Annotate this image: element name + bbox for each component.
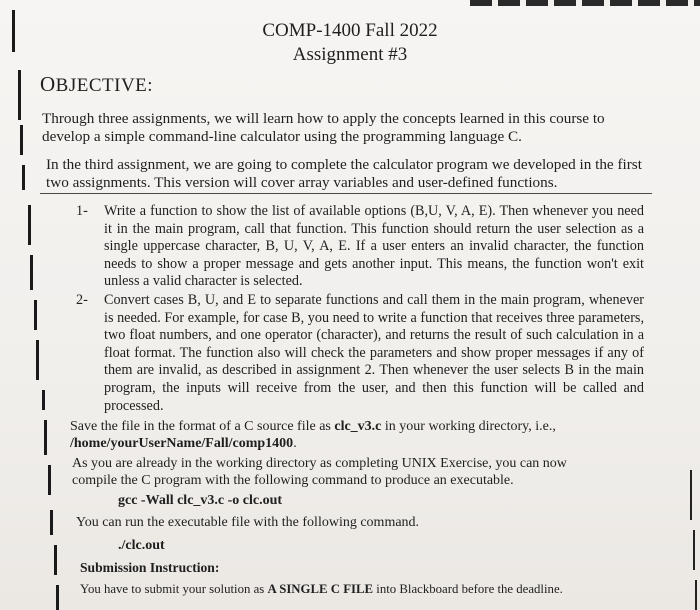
save-prefix: Save the file in the format of a C source file as xyxy=(70,419,335,434)
compile-line-2: compile the C program with the following command to produce an executable. xyxy=(72,473,514,488)
page-edge-marks xyxy=(470,0,700,6)
save-middle: in your working directory, i.e., xyxy=(381,419,556,434)
submission-prefix: You have to submit your solution as xyxy=(80,582,268,596)
compile-line-1: As you are already in the working directory as completing UNIX Exercise, you can now xyxy=(72,456,567,471)
third-line-2: two assignments. This version will cover array variables and user-defined functions. xyxy=(46,174,558,191)
third-assignment-paragraph xyxy=(46,156,656,192)
submission-suffix: into Blackboard before the deadline. xyxy=(373,582,563,596)
third-line-1: In the third assignment, we are going to complete the calculator program we developed in the first xyxy=(46,156,642,173)
task-number-2: 2- xyxy=(76,292,88,308)
save-suffix: . xyxy=(293,436,297,451)
task-text-1: Write a function to show the list of available options (B,U, V, A, E). Then whenever you need it in the main program, call that function. This function should return the user selection as a single uppercase character, B, U, V, A, E. If a user enters an invalid character, the function needs to show a proper message and gets another input. This means, the function won't exit unless a valid character is selected. xyxy=(104,203,644,290)
run-command: ./clc.out xyxy=(118,538,165,553)
assignment-title: Assignment #3 xyxy=(292,44,408,65)
objective-heading xyxy=(40,72,153,97)
intro-line-2: develop a simple command-line calculator using the programming language C. xyxy=(42,128,522,145)
submission-heading: Submission Instruction: xyxy=(80,560,220,575)
course-title: COMP-1400 Fall 2022 xyxy=(262,20,438,41)
submission-bold: A SINGLE C FILE xyxy=(267,582,374,596)
compile-instruction xyxy=(72,455,632,489)
task-text-2: Convert cases B, U, and E to separate functions and call them in the main program, whenever is needed. For example, for case B, you need to write a function that receives three parameters, two float numbers, and one operator (character), and returns the result of such calculation in a float format. The function also will check the parameters and show proper messages if any of them are invalid, as described in assignment 2. Then whenever the user selects B in the main program, the inputs will receive from the user, and then this function will be called and processed. xyxy=(104,292,644,414)
run-instruction: You can run the executable file with the following command. xyxy=(76,515,420,530)
section-divider xyxy=(40,193,652,194)
submission-text xyxy=(80,582,563,597)
save-instruction xyxy=(70,418,630,452)
intro-line-1: Through three assignments, we will learn how to apply the concepts learned in this course to xyxy=(42,110,605,127)
compile-command: gcc -Wall clc_v3.c -o clc.out xyxy=(118,493,283,508)
intro-paragraph xyxy=(42,110,642,146)
save-filename: clc_v3.c xyxy=(334,419,382,434)
save-path: /home/yourUserName/Fall/comp1400 xyxy=(70,436,294,451)
task-number-1: 1- xyxy=(76,203,88,219)
objective-rest: BJECTIVE: xyxy=(55,75,154,96)
right-margin-marks xyxy=(680,0,700,610)
objective-initial: O xyxy=(40,72,56,96)
